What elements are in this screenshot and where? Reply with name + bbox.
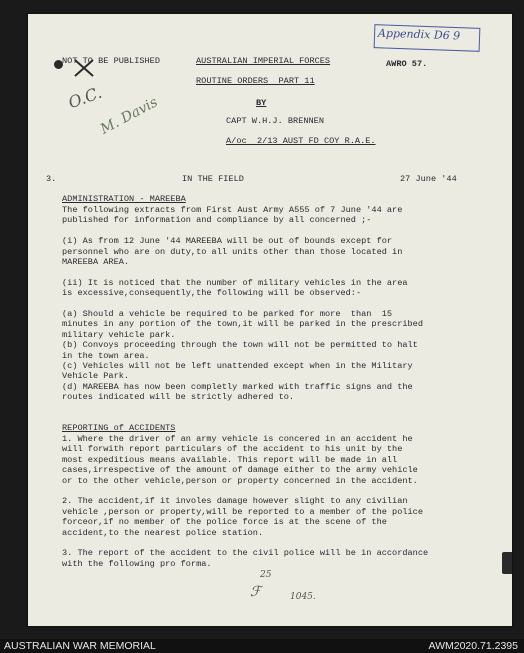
section1-line: routes indicated will be strictly adhered to.	[62, 392, 295, 403]
section2-line: or to the other vehicle,person or property concerned in the accident.	[62, 475, 418, 486]
section2-line: with the following pro forma.	[62, 558, 212, 569]
document-page	[28, 14, 512, 626]
section2-line: vehicle ,person or property,will be reported to a member of the police	[62, 506, 423, 517]
section1-line: (i) As from 12 June '44 MAREEBA will be out of bounds except for	[62, 236, 393, 247]
section2-line: will forwith report particulars of the accident to his unit by the	[62, 444, 403, 455]
routine-orders-title: ROUTINE ORDERS PART 11	[196, 76, 315, 86]
section1-line: is excessive,consequently,the following will be observed:-	[62, 288, 362, 299]
appendix-annotation: Appendix D6 9	[377, 26, 461, 43]
section1-line: (a) Should a vehicle be required to be parked for more than 15	[62, 309, 393, 319]
section2-heading: REPORTING of ACCIDENTS	[62, 423, 176, 433]
section1-line: (d) MAREEBA has now been completly marked with traffic signs and the	[62, 381, 413, 392]
section2-line: cases,irrespective of the amount of damage either to the army vehicle	[62, 465, 418, 476]
bottom-mark: ℱ	[250, 584, 262, 600]
section2-line: accident,to the nearest police station.	[62, 527, 264, 538]
initials-annotation: O.C.	[65, 82, 105, 113]
section2-line: 1. Where the driver of an army vehicle is concered in an accident he	[62, 434, 413, 444]
section1-line: personnel who are on duty,to all units other than those located in	[62, 246, 403, 257]
unit-name: A/oc 2/13 AUST FD COY R.A.E.	[226, 136, 376, 146]
footer-right: AWM2020.71.2395	[428, 640, 518, 652]
section1-line: in the town area.	[62, 350, 150, 361]
order-date: 27 June '44	[400, 174, 457, 184]
footer-left: AUSTRALIAN WAR MEMORIAL	[4, 640, 156, 652]
section1-line: Vehicle Park.	[62, 371, 130, 382]
section1-line: The following extracts from First Aust Army A555 of 7 June '44 are	[62, 205, 403, 215]
footer-bar	[0, 639, 524, 653]
signature-annotation: M. Davis	[97, 94, 161, 138]
section1-line: (c) Vehicles will not be left unattended except when in the Military	[62, 361, 413, 371]
section2-line: 3. The report of the accident to the civil police will be in accordance	[62, 548, 429, 559]
by-label: BY	[256, 98, 267, 108]
captain-name: CAPT W.H.J. BRENNEN	[226, 116, 324, 126]
order-location: IN THE FIELD	[182, 174, 244, 184]
awro-number: AWRO 57.	[386, 59, 428, 69]
bottom-note-1: 25	[260, 570, 272, 580]
section1-line: (b) Convoys proceeding through the town will not be permitted to halt	[62, 340, 418, 351]
section1-line: military vehicle park.	[62, 329, 176, 340]
order-number: 3.	[46, 174, 57, 184]
section2-line: most expeditious means available. This report will be made in all	[62, 454, 398, 465]
section1-line: minutes in any portion of the town,it will be parked in the prescribed	[62, 319, 423, 330]
force-title: AUSTRALIAN IMPERIAL FORCES	[196, 56, 331, 66]
not-published-label: NOT TO BE PUBLISHED	[62, 56, 160, 66]
bottom-note-2: 1045.	[290, 592, 316, 602]
section1-line: (ii) It is noticed that the number of military vehicles in the area	[62, 277, 408, 288]
section2-line: 2. The accident,if it involes damage however slight to any civilian	[62, 496, 408, 507]
section1-heading: ADMINISTRATION - MAREEBA	[62, 194, 186, 204]
paper-clip	[502, 552, 512, 574]
section1-line: published for information and compliance by all concerned ;-	[62, 215, 372, 226]
section2-line: forceor,if no member of the police force is at the scene of the	[62, 517, 387, 528]
section1-line: MAREEBA AREA.	[62, 257, 130, 267]
